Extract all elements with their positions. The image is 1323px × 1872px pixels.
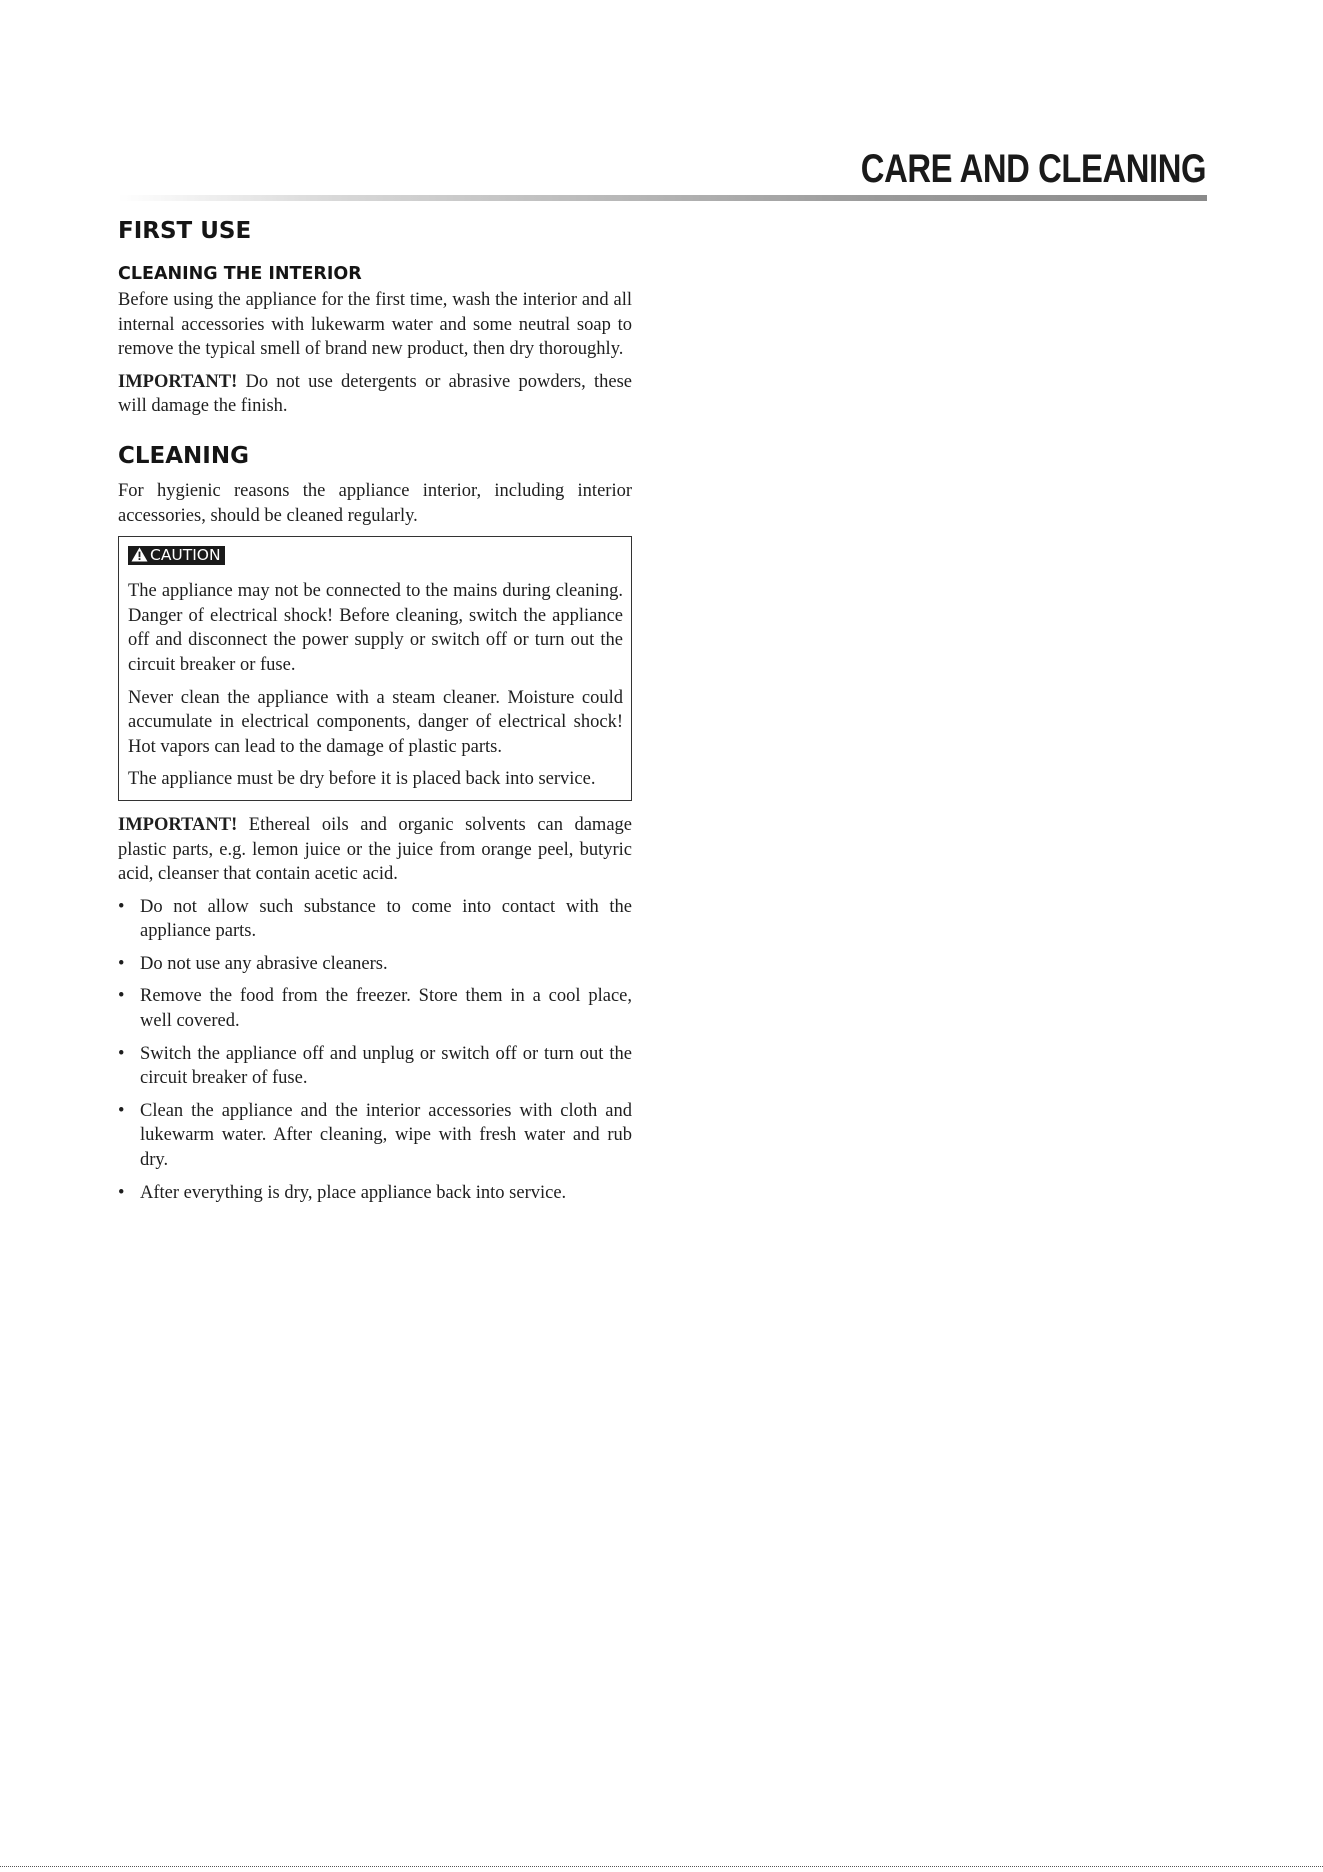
- page-title: CARE AND CLEANING: [860, 147, 1206, 191]
- bullet-symbol: •: [118, 986, 125, 1007]
- list-item: [118, 952, 632, 977]
- list-item-text: Do not use any abrasive cleaners.: [140, 953, 388, 974]
- list-item-text: Clean the appliance and the interior accessories with cloth and lukewarm water. After cleaning, wipe with fresh water and rub dry.: [140, 1100, 632, 1171]
- bullet-symbol: •: [118, 896, 125, 917]
- first-use-paragraph: Before using the appliance for the first time, wash the interior and all internal accessories with lukewarm water and some neutral soap to remove the typical smell of brand new product, then dry thoroughly.: [118, 290, 632, 360]
- important-label: IMPORTANT!: [118, 814, 238, 835]
- important-text: Do not use detergents or abrasive powders, these will damage the finish.: [118, 371, 632, 417]
- list-item-text: Do not allow such substance to come into contact with the appliance parts.: [140, 896, 632, 942]
- caution-label: CAUTION: [150, 546, 221, 565]
- list-item: [118, 1181, 632, 1206]
- warning-triangle-icon: [131, 547, 148, 562]
- header-rule: [118, 195, 1207, 201]
- caution-box: [118, 536, 632, 801]
- bullet-symbol: •: [118, 1043, 125, 1064]
- cleaning-interior-subheading: CLEANING THE INTERIOR: [118, 264, 362, 284]
- list-item-text: Remove the food from the freezer. Store them in a cool place, well covered.: [140, 986, 632, 1032]
- list-item: [118, 1042, 632, 1091]
- first-use-important: [118, 370, 632, 419]
- important-text: Ethereal oils and organic solvents can damage plastic parts, e.g. lemon juice or the juice from orange peel, butyric acid, cleanser that contain acetic acid.: [118, 814, 632, 885]
- first-use-heading: FIRST USE: [118, 218, 252, 244]
- bullet-symbol: •: [118, 1182, 125, 1203]
- footer-dotted-rule: [0, 1866, 1323, 1867]
- list-item: [118, 1099, 632, 1173]
- list-item: [118, 895, 632, 944]
- caution-paragraph: Never clean the appliance with a steam cleaner. Moisture could accumulate in electrical components, danger of electrical shock! Hot vapors can lead to the damage of plastic parts.: [128, 687, 623, 757]
- important-label: IMPORTANT!: [118, 371, 238, 392]
- main-column: [118, 214, 632, 1213]
- list-item-text: After everything is dry, place appliance back into service.: [140, 1182, 567, 1203]
- bullet-symbol: •: [118, 953, 125, 974]
- list-item-text: Switch the appliance off and unplug or switch off or turn out the circuit breaker of fuse.: [140, 1043, 632, 1089]
- list-item: [118, 984, 632, 1033]
- cleaning-heading: CLEANING: [118, 442, 249, 469]
- caution-badge: [128, 546, 225, 565]
- caution-paragraph: The appliance may not be connected to the mains during cleaning. Danger of electrical shock! Before cleaning, switch the appliance off and disconnect the power supply or switch off or turn out the circuit breaker or fuse.: [128, 581, 623, 675]
- cleaning-important: [118, 813, 632, 887]
- caution-paragraph: The appliance must be dry before it is placed back into service.: [128, 769, 596, 790]
- bullet-symbol: •: [118, 1100, 125, 1121]
- cleaning-steps-list: [118, 895, 632, 1206]
- cleaning-intro: For hygienic reasons the appliance interior, including interior accessories, should be cleaned regularly.: [118, 480, 632, 526]
